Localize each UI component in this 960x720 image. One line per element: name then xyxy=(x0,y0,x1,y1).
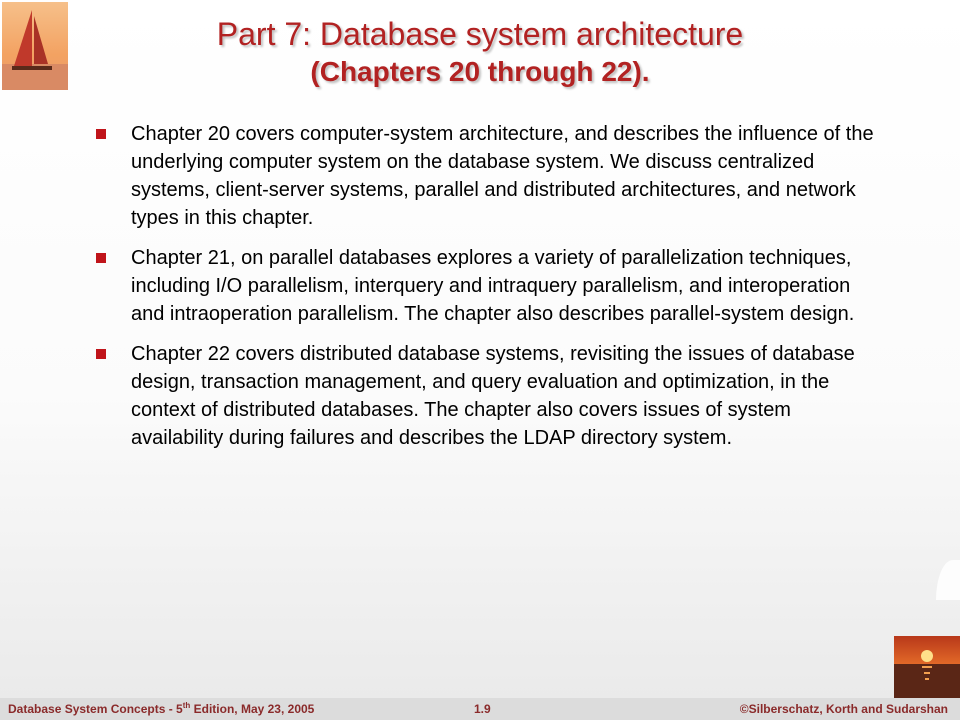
bullet-item xyxy=(96,120,886,232)
decorative-curve xyxy=(936,560,960,600)
bullet-item xyxy=(96,244,886,328)
footer-book-title: Database System Concepts - 5th Edition, May 23, 2005 xyxy=(8,701,315,716)
square-bullet-icon xyxy=(96,349,106,359)
slide-title xyxy=(70,14,890,90)
sunset-logo-icon xyxy=(894,636,960,700)
bullet-item xyxy=(96,340,886,452)
bullet-list xyxy=(96,120,886,464)
square-bullet-icon xyxy=(96,253,106,263)
bullet-text: Chapter 21, on parallel databases explores a variety of parallelization techniques, including I/O parallelism, interquery and intraquery parallelism, and interoperation and intraoperation parallelism. The chapter also describes parallel-system design. xyxy=(131,247,855,325)
square-bullet-icon xyxy=(96,129,106,139)
footer-copyright: ©Silberschatz, Korth and Sudarshan xyxy=(739,702,948,716)
bullet-text: Chapter 22 covers distributed database systems, revisiting the issues of database design, transaction management, and query evaluation and optimization, in the context of distributed databases. The chapter also covers issues of system availability during failures and describes the LDAP directory system. xyxy=(131,343,855,449)
bullet-text: Chapter 20 covers computer-system architecture, and describes the influence of the underlying computer system on the database system. We discuss centralized systems, client-server systems, parallel and distributed architectures, and network types in this chapter. xyxy=(131,123,874,229)
slide-footer xyxy=(0,698,960,720)
title-line-2: (Chapters 20 through 22). xyxy=(310,56,650,87)
sailboat-logo-icon xyxy=(2,2,68,90)
footer-page-number: 1.9 xyxy=(474,702,491,716)
title-line-1: Part 7: Database system architecture xyxy=(216,16,744,52)
